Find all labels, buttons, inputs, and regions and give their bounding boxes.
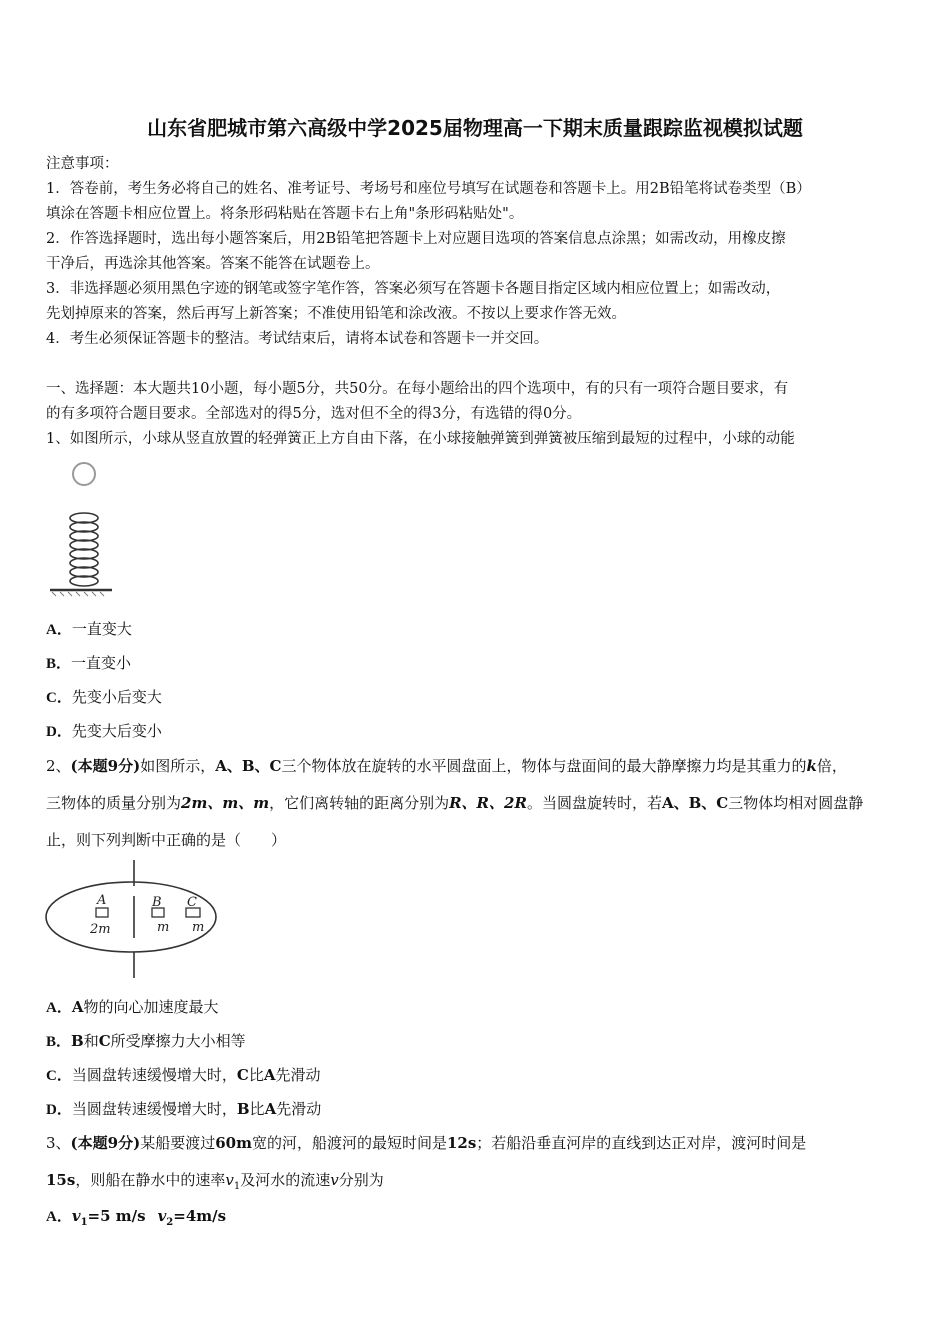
q2-option-a: A．A物的向心加速度最大 <box>46 998 219 1016</box>
notice-line: 1．答卷前，考生务必将自己的姓名、准考证号、考场号和座位号填写在试题卷和答题卡上。用2B铅笔将试卷类型（B） <box>46 181 811 197</box>
q2-option-b: B．B和C所受摩擦力大小相等 <box>46 1032 246 1050</box>
notice-line: 先划掉原来的答案，然后再写上新答案；不准使用铅笔和涂改液。不按以上要求作答无效。 <box>46 306 626 322</box>
q1-option-d: D．先变大后变小 <box>46 722 162 740</box>
spring-ball-figure <box>46 458 126 600</box>
q3-stem-line2: 15s，则船在静水中的速率$v_1$及河水的流速v分别为 <box>46 1171 384 1192</box>
notice-line: 4．考生必须保证答题卡的整洁。考试结束后，请将本试卷和答题卡一并交回。 <box>46 331 549 347</box>
section-intro-line: 一、选择题：本大题共10小题，每小题5分，共50分。在每小题给出的四个选项中，有的只有一项符合题目要求，有 <box>46 381 789 397</box>
notice-heading: 注意事项： <box>46 156 119 172</box>
spring-icon <box>70 513 98 586</box>
page-title: 山东省肥城市第六高级中学2025届物理高一下期末质量跟踪监视模拟试题 <box>147 116 803 140</box>
block-a <box>96 908 108 917</box>
q1-stem: 1、如图所示，小球从竖直放置的轻弹簧正上方自由下落，在小球接触弹簧到弹簧被压缩到最短的过程中，小球的动能 <box>46 431 795 447</box>
q2-stem-line2: 三物体的质量分别为2m、m、m，它们离转轴的距离分别为R、R、2R。当圆盘旋转时，若A、B、C三物体均相对圆盘静 <box>46 794 864 812</box>
label-b: B <box>152 895 162 910</box>
q2-option-d: D．当圆盘转速缓慢增大时，B比A先滑动 <box>46 1100 322 1118</box>
q2-option-c: C．当圆盘转速缓慢增大时，C比A先滑动 <box>46 1066 321 1084</box>
q2-stem-line1: 2、(本题9分)如图所示，A、B、C三个物体放在旋转的水平圆盘面上，物体与盘面间的最大静摩擦力均是其重力的k倍， <box>46 757 847 775</box>
mass-c: m <box>192 920 205 935</box>
notice-line: 干净后，再选涂其他答案。答案不能答在试题卷上。 <box>46 256 380 272</box>
notice-line: 填涂在答题卡相应位置上。将条形码粘贴在答题卡右上角"条形码粘贴处"。 <box>46 206 524 222</box>
section-intro-line: 的有多项符合题目要求。全部选对的得5分，选对但不全的得3分，有选错的得0分。 <box>46 406 582 422</box>
q3-option-a: A．$v_1=5$ m/s $v_2=4m/s$ <box>46 1207 227 1228</box>
mass-b: m <box>157 920 170 935</box>
q1-option-c: C．先变小后变大 <box>46 688 162 706</box>
ball-icon <box>73 463 95 485</box>
rotating-disc-figure <box>44 860 220 980</box>
q1-option-a: A．一直变大 <box>46 620 132 638</box>
q2-stem-line3: 止，则下列判断中正确的是（ ） <box>46 831 287 849</box>
notice-line: 3．非选择题必须用黑色字迹的钢笔或签字笔作答，答案必须写在答题卡各题目指定区域内相应位置上；如需改动， <box>46 281 781 297</box>
label-a: A <box>97 893 107 908</box>
q1-option-b: B．一直变小 <box>46 654 132 672</box>
notice-line: 2．作答选择题时，选出每小题答案后，用2B铅笔把答题卡上对应题目选项的答案信息点涂黑；如需改动，用橡皮擦 <box>46 231 786 247</box>
ground-hatch <box>52 592 104 596</box>
mass-a: 2m <box>90 922 111 937</box>
q3-stem-line1: 3、(本题9分)某船要渡过60m宽的河，船渡河的最短时间是12s；若船沿垂直河岸的直线到达正对岸，渡河时间是 <box>46 1134 807 1152</box>
label-c: C <box>187 895 197 910</box>
